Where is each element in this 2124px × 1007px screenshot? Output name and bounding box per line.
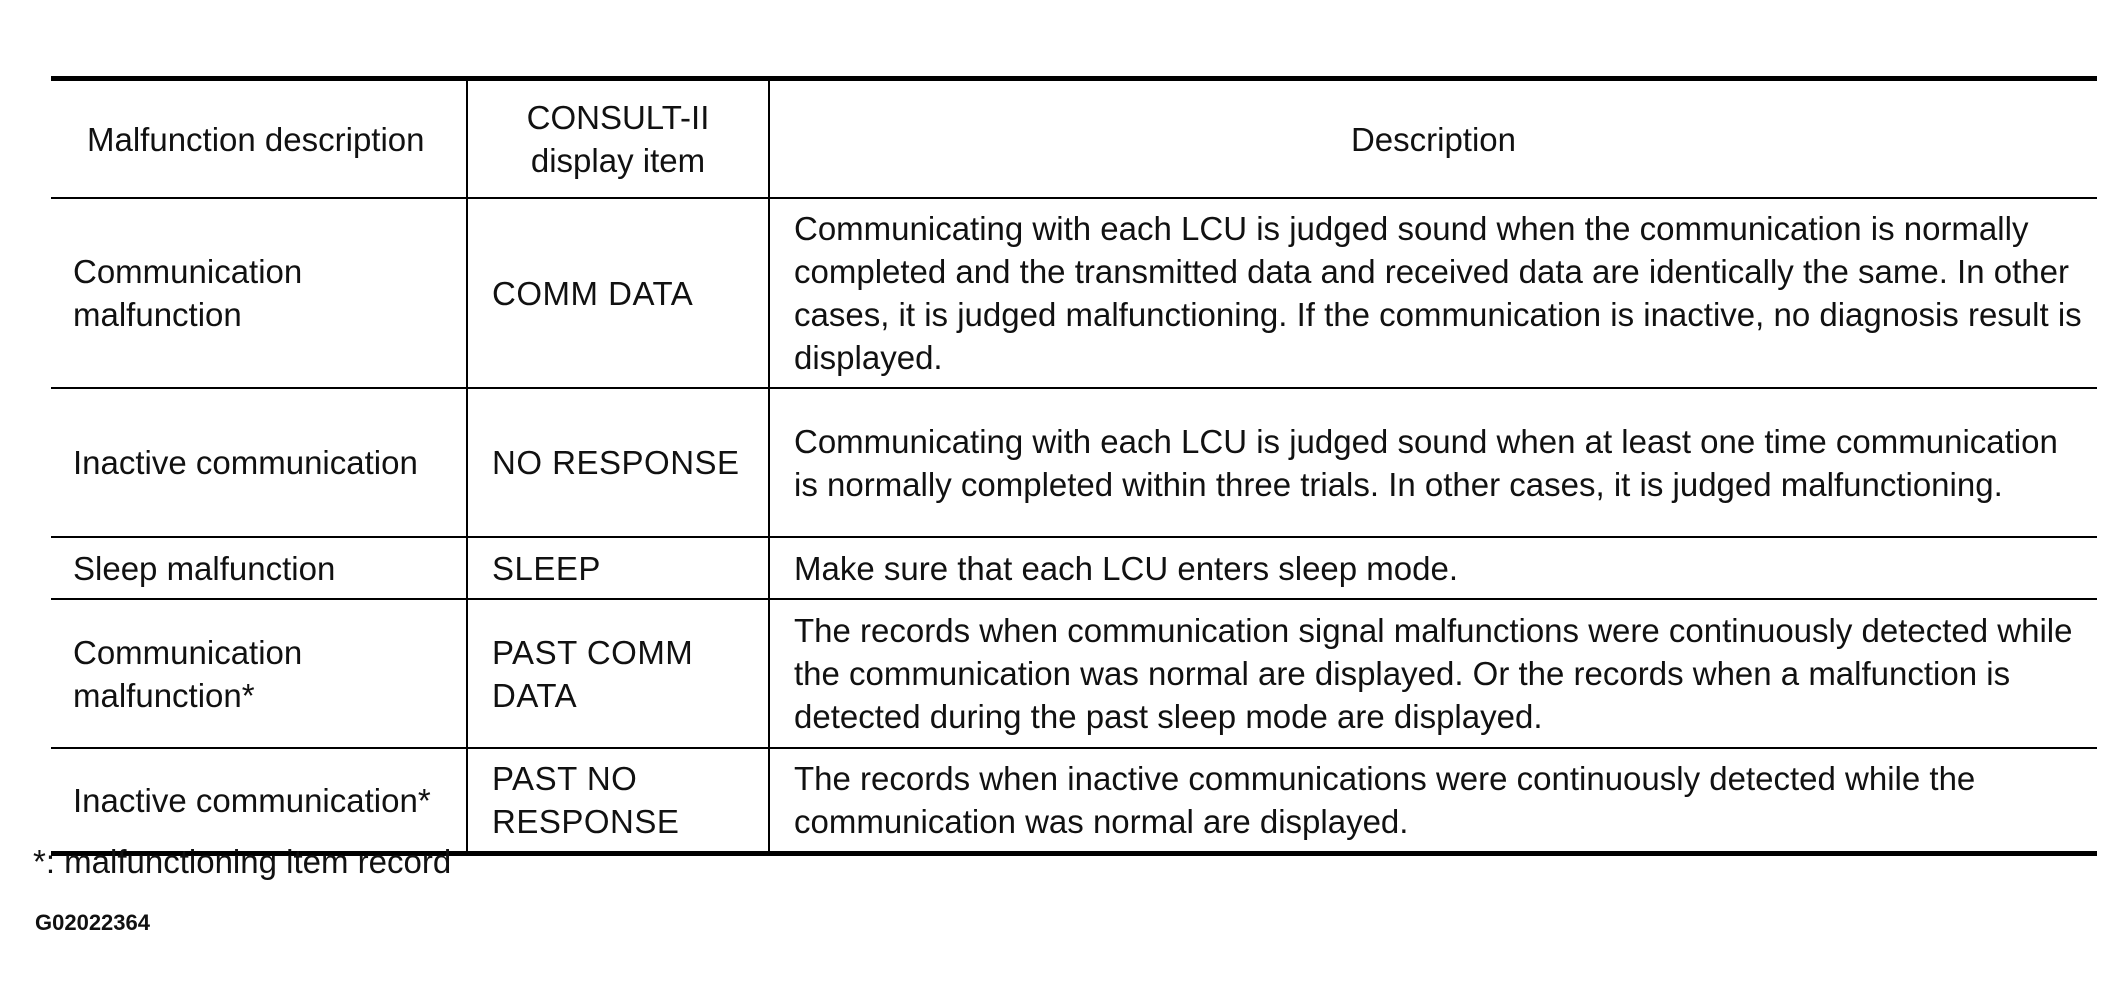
malfunction-table [51, 76, 2097, 856]
cell-display-item: COMM DATA [467, 198, 769, 388]
header-consult-display-item: CONSULT-II display item [467, 79, 769, 199]
cell-malfunction: Inactive communication [51, 388, 467, 537]
header-description: Description [769, 79, 2097, 199]
cell-description: Communicating with each LCU is judged sound when the communication is normally completed and the transmitted data and received data are identically the same. In other cases, it is judged malfunctioning. If the communication is inactive, no diagnosis result is displayed. [769, 198, 2097, 388]
table-header-row [51, 79, 2097, 199]
cell-description: The records when communication signal malfunctions were continuously detected while the communication was normal are displayed. Or the records when a malfunction is detected during the past sleep mode are displayed. [769, 599, 2097, 748]
malfunction-table-container [51, 76, 2097, 856]
cell-display-item: PAST NO RESPONSE [467, 748, 769, 854]
cell-display-item: NO RESPONSE [467, 388, 769, 537]
cell-malfunction: Communication malfunction [51, 198, 467, 388]
cell-description: Communicating with each LCU is judged sound when at least one time communication is normally completed within three trials. In other cases, it is judged malfunctioning. [769, 388, 2097, 537]
figure-code: G02022364 [35, 910, 150, 935]
cell-display-item: PAST COMM DATA [467, 599, 769, 748]
cell-malfunction: Sleep malfunction [51, 537, 467, 599]
table-row [51, 748, 2097, 854]
cell-display-item: SLEEP [467, 537, 769, 599]
cell-description: The records when inactive communications were continuously detected while the communication was normal are displayed. [769, 748, 2097, 854]
cell-description: Make sure that each LCU enters sleep mode. [769, 537, 2097, 599]
footnote: *: malfunctioning item record [33, 843, 452, 880]
header-malfunction-description: Malfunction description [51, 79, 467, 199]
table-row [51, 599, 2097, 748]
table-row [51, 388, 2097, 537]
cell-malfunction: Communication malfunction* [51, 599, 467, 748]
cell-malfunction: Inactive communication* [51, 748, 467, 854]
table-row [51, 198, 2097, 388]
table-row [51, 537, 2097, 599]
